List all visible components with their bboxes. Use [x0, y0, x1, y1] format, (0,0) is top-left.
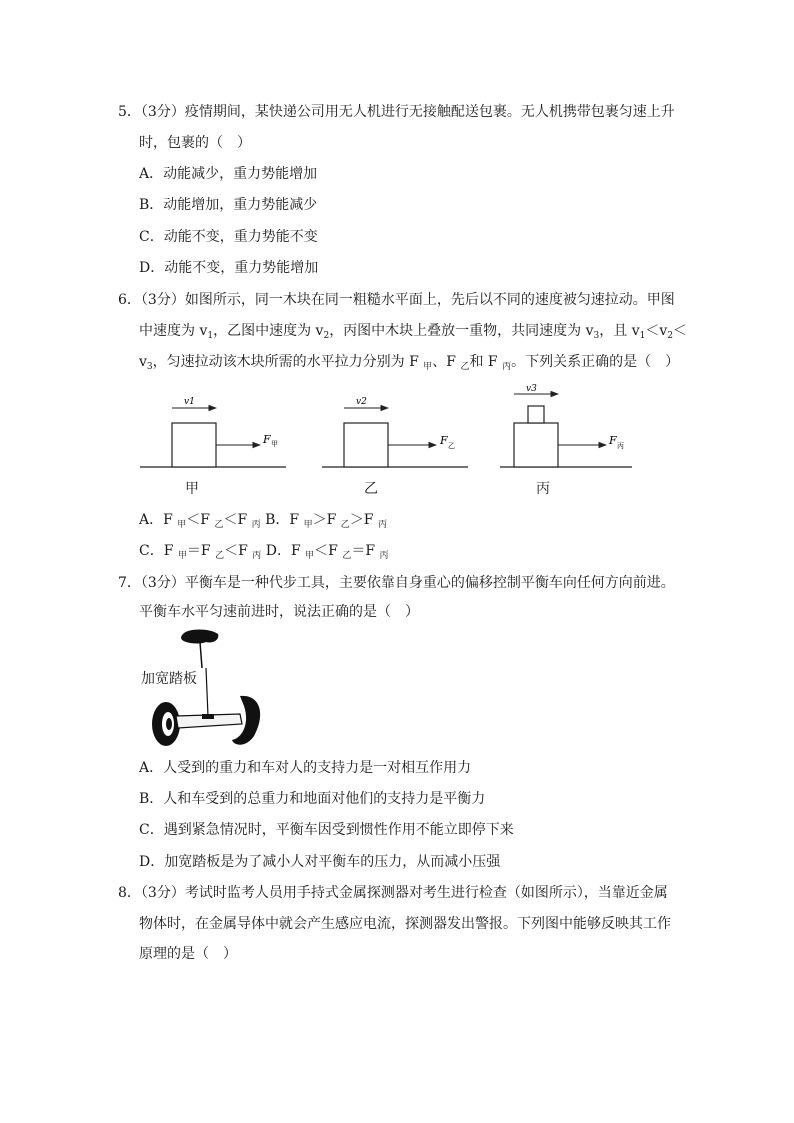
block-bing	[514, 423, 558, 467]
q5-stem-line1: 5．（3分）疫情期间，某快递公司用无人机进行无接触配送包裹。无人机携带包裹匀速上升	[118, 104, 675, 120]
steering-column	[200, 642, 202, 668]
q7-option-d[interactable]: D．加宽踏板是为了减小人对平衡车的压力，从而减小压强	[139, 854, 501, 870]
q5-option-c[interactable]: C．动能不变，重力势能不变	[139, 229, 318, 245]
figure-yi	[322, 397, 468, 467]
q6-figure	[130, 384, 650, 504]
figure-bing	[500, 384, 632, 467]
q6-option-cd[interactable]: C．F $_甲$＝F $_乙$＜F $_丙$ D．F $_甲$＜F $_乙$＝F $_丙$	[139, 543, 389, 561]
q5-option-a[interactable]: A．动能减少，重力势能增加	[139, 166, 318, 182]
caption-jia: 甲	[185, 481, 199, 497]
pedal-icon	[202, 714, 214, 719]
q7-stem-line2: 平衡车水平匀速前进时，说法正确的是（ ）	[139, 604, 419, 620]
q6-stem-line2: 中速度为 $v_1$，乙图中速度为 $v_2$，丙图中木块上叠放一重物，共同速度为 $v_3$，且 $v_1<v_2<$	[139, 323, 688, 341]
q7-option-c[interactable]: C．遇到紧急情况时，平衡车因受到惯性作用不能立即停下来	[139, 822, 514, 838]
weight-bing	[528, 406, 544, 423]
block-yi	[344, 423, 388, 467]
balance-scooter-svg	[148, 628, 268, 753]
balance-scooter-figure	[148, 628, 268, 753]
velocity-label-yi: v2	[356, 397, 367, 407]
q6-stem-line1: 6．（3分）如图所示，同一木块在同一粗糙水平面上，先后以不同的速度被匀速拉动。甲图	[118, 292, 675, 308]
caption-bing: 丙	[536, 481, 550, 497]
wide-pedal-label: 加宽踏板	[141, 671, 197, 687]
velocity-label-bing: v3	[526, 384, 537, 394]
force-label-bing: F	[609, 434, 617, 447]
q6-stem-line3: $v_3$，匀速拉动该木块所需的水平拉力分别为 F $_甲$、F $_乙$和 F $_丙$。下列关系正确的是（ ）	[139, 354, 680, 372]
velocity-label-jia: v1	[184, 397, 195, 407]
caption-yi: 乙	[364, 481, 378, 497]
handlebar-icon	[181, 630, 218, 644]
q8-stem-line1: 8．（3分）考试时监考人员用手持式金属探测器对考生进行检查（如图所示），当靠近金属	[118, 885, 668, 901]
figure-jia	[140, 397, 286, 467]
q5-option-b[interactable]: B．动能增加，重力势能减少	[139, 197, 318, 213]
force-label-yi: F	[440, 434, 448, 447]
force-label-jia: F	[263, 433, 271, 446]
q7-stem-line1: 7．（3分）平衡车是一种代步工具，主要依靠自身重心的偏移控制平衡车向任何方向前进。	[118, 575, 675, 591]
force-sub-bing: 丙	[617, 442, 624, 450]
q6-figure-svg	[130, 384, 650, 504]
q5-option-d[interactable]: D．动能不变，重力势能增加	[139, 260, 319, 276]
q8-stem-line3: 原理的是（ ）	[139, 946, 237, 962]
force-sub-jia: 甲	[271, 440, 278, 448]
block-jia	[172, 423, 216, 467]
q6-option-ab[interactable]: A．F $_甲$＜F $_乙$＜F $_丙$ B．F $_甲$＞F $_乙$＞F $_丙$	[139, 512, 387, 530]
q7-option-a[interactable]: A．人受到的重力和车对人的支持力是一对相互作用力	[139, 760, 472, 776]
q5-stem-line2: 时，包裹的（ ）	[139, 135, 251, 151]
force-sub-yi: 乙	[448, 442, 455, 450]
q8-stem-line2: 物体时，在金属导体中就会产生感应电流，探测器发出警报。下列图中能够反映其工作	[139, 916, 671, 932]
q7-option-b[interactable]: B．人和车受到的总重力和地面对他们的支持力是平衡力	[139, 791, 486, 807]
